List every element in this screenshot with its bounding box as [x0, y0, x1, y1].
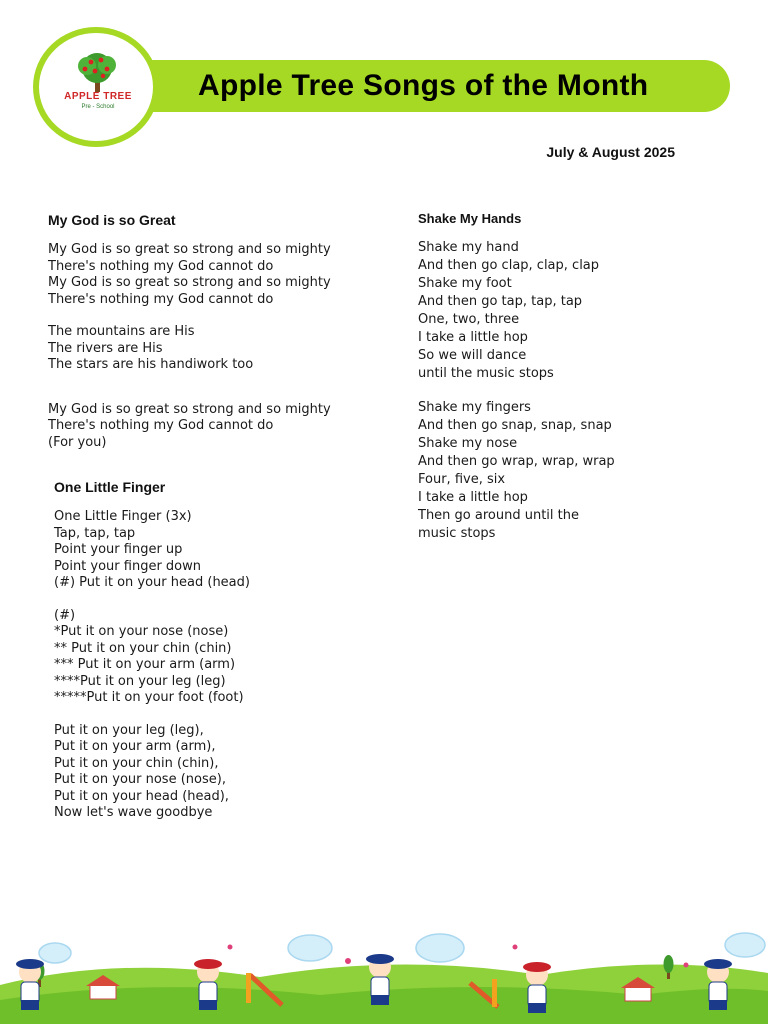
- date-label: July & August 2025: [546, 144, 675, 160]
- stanza: [48, 242, 331, 308]
- lyric-line: So we will dance: [418, 348, 527, 363]
- lyric-line: My God is so great so strong and so mighty: [48, 275, 331, 290]
- stanza: [418, 399, 615, 543]
- logo-name: APPLE TREE: [64, 91, 132, 102]
- lyric-line: Shake my hand: [418, 240, 519, 255]
- lyric-line: (#): [54, 607, 76, 623]
- stanza: [48, 402, 331, 452]
- lyric-line: until the music stops: [418, 366, 554, 381]
- page-title: Apple Tree Songs of the Month: [198, 69, 649, 102]
- lyric-line: One Little Finger (3x): [54, 509, 192, 524]
- lyric-line: And then go tap, tap, tap: [418, 294, 583, 309]
- lyric-line: I take a little hop: [418, 330, 528, 345]
- lyric-line: *****Put it on your foot (foot): [54, 690, 244, 705]
- lyric-line: ** Put it on your chin (chin): [54, 640, 232, 656]
- lyric-line: Put it on your nose (nose),: [54, 772, 226, 787]
- stanza: [54, 723, 250, 822]
- lyric-line: Put it on your leg (leg),: [54, 722, 204, 738]
- song-shake-my-hands: [418, 211, 615, 559]
- song-title: One Little Finger: [54, 479, 166, 495]
- lyric-line: There's nothing my God cannot do: [48, 418, 274, 433]
- lyric-line: *** Put it on your arm (arm): [54, 657, 236, 672]
- lyric-line: And then go clap, clap, clap: [418, 258, 600, 273]
- lyric-line: *Put it on your nose (nose): [54, 624, 229, 639]
- lyric-line: Shake my fingers: [418, 400, 531, 415]
- lyric-line: There's nothing my God cannot do: [48, 291, 274, 307]
- lyric-line: (#) Put it on your head (head): [54, 575, 250, 590]
- lyric-line: And then go wrap, wrap, wrap: [418, 454, 615, 469]
- lyric-line: (For you): [48, 434, 107, 450]
- lyric-line: music stops: [418, 526, 496, 541]
- song-title: My God is so Great: [48, 212, 176, 228]
- stanza: [54, 509, 250, 592]
- apple-tree-logo-icon: [55, 52, 139, 96]
- stanza: [418, 239, 615, 383]
- stanza: [48, 324, 331, 374]
- kids-playground-illustration: [0, 915, 768, 1024]
- lyric-line: Put it on your arm (arm),: [54, 739, 216, 754]
- lyric-line: My God is so great so strong and so mighty: [48, 242, 331, 257]
- song-one-little-finger: [54, 479, 250, 838]
- lyric-line: Point your finger down: [54, 558, 202, 574]
- lyric-line: There's nothing my God cannot do: [48, 258, 274, 274]
- lyric-line: The mountains are His: [48, 324, 195, 339]
- lyric-line: Put it on your head (head),: [54, 788, 229, 804]
- lyric-line: Now let's wave goodbye: [54, 805, 213, 820]
- lyric-line: My God is so great so strong and so mighty: [48, 401, 331, 417]
- lyric-line: Point your finger up: [54, 542, 183, 557]
- lyric-line: Then go around until the: [418, 508, 579, 523]
- lyric-line: Tap, tap, tap: [54, 525, 136, 541]
- song-title: Shake My Hands: [418, 211, 522, 226]
- lyric-line: Four, five, six: [418, 472, 506, 487]
- lyric-line: Shake my foot: [418, 276, 512, 291]
- logo-subtitle: Pre - School: [81, 104, 115, 110]
- lyric-line: ****Put it on your leg (leg): [54, 673, 226, 689]
- lyric-line: I take a little hop: [418, 490, 528, 505]
- lyric-line: And then go snap, snap, snap: [418, 418, 612, 433]
- stanza: [54, 608, 250, 707]
- lyric-line: The rivers are His: [48, 340, 163, 356]
- lyric-line: Shake my nose: [418, 436, 518, 451]
- lyric-line: The stars are his handiwork too: [48, 357, 254, 372]
- song-my-god-is-so-great: [48, 212, 331, 467]
- lyric-line: Put it on your chin (chin),: [54, 755, 219, 771]
- lyric-line: One, two, three: [418, 312, 520, 327]
